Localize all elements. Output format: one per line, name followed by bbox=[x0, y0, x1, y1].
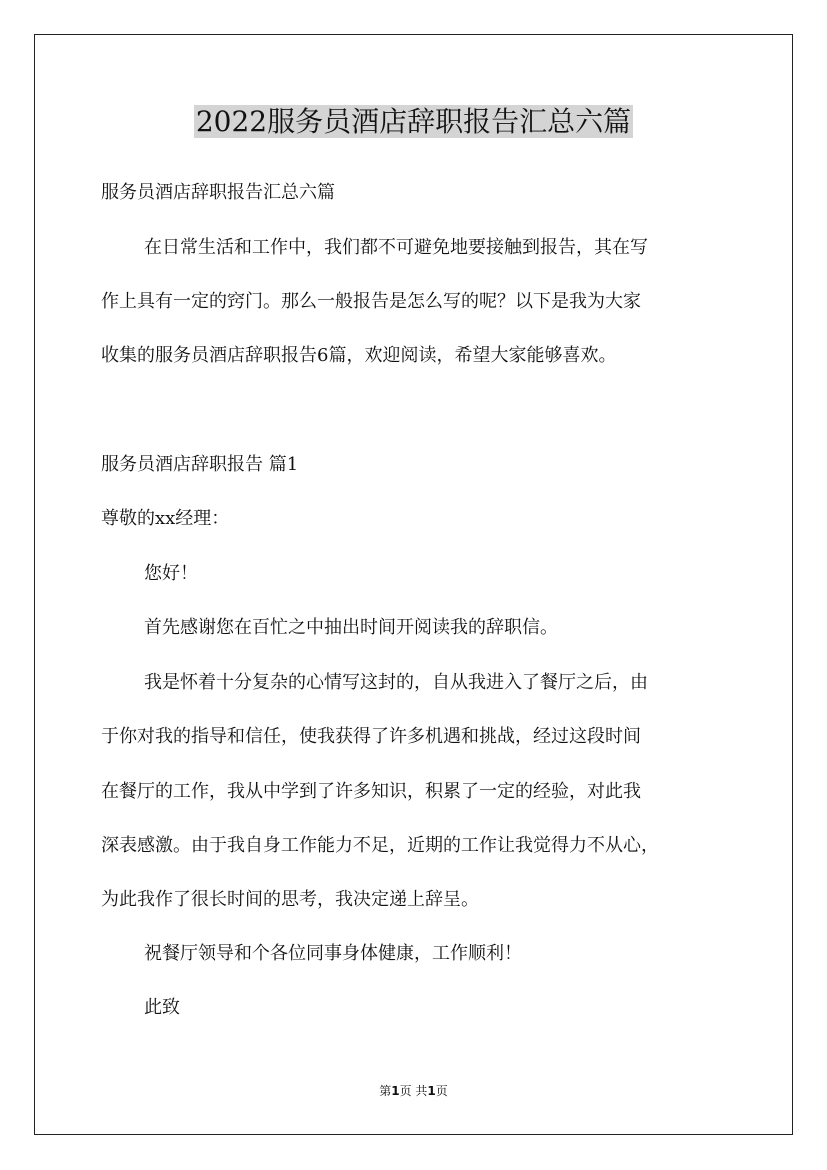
footer-page-current: 1 bbox=[391, 1084, 400, 1098]
intro-line-1: 在日常生活和工作中，我们都不可避免地要接触到报告，其在写 bbox=[144, 237, 648, 258]
paragraph-1: 首先感谢您在百忙之中抽出时间开阅读我的辞职信。 bbox=[144, 617, 558, 638]
paragraph-2-line-1: 我是怀着十分复杂的心情写这封的，自从我进入了餐厅之后，由 bbox=[144, 672, 648, 693]
paragraph-2-line-4: 深表感激。由于我自身工作能力不足，近期的工作让我觉得力不从心， bbox=[101, 835, 659, 856]
footer-page-total: 1 bbox=[427, 1084, 436, 1098]
paragraph-3: 祝餐厅领导和个各位同事身体健康，工作顺利！ bbox=[144, 943, 522, 964]
footer-page-prefix: 第 bbox=[379, 1084, 392, 1098]
document-title bbox=[0, 100, 827, 144]
footer-page-suffix: 页 bbox=[435, 1084, 448, 1098]
document-title-text: 2022服务员酒店辞职报告汇总六篇 bbox=[195, 105, 632, 138]
intro-line-3: 收集的服务员酒店辞职报告6篇，欢迎阅读，希望大家能够喜欢。 bbox=[101, 345, 617, 366]
closing: 此致 bbox=[144, 997, 180, 1018]
paragraph-2-line-5: 为此我作了很长时间的思考，我决定递上辞呈。 bbox=[101, 889, 479, 910]
paragraph-2-line-2: 于你对我的指导和信任，使我获得了许多机遇和挑战，经过这段时间 bbox=[101, 726, 641, 747]
paragraph-2-line-3: 在餐厅的工作，我从中学到了许多知识，积累了一定的经验，对此我 bbox=[101, 781, 641, 802]
intro-line-2: 作上具有一定的窍门。那么一般报告是怎么写的呢？以下是我为大家 bbox=[101, 291, 641, 312]
greeting: 您好！ bbox=[144, 563, 198, 584]
salutation: 尊敬的xx经理： bbox=[101, 508, 230, 529]
page-footer bbox=[0, 1082, 827, 1100]
section-heading: 服务员酒店辞职报告 篇1 bbox=[101, 454, 299, 475]
footer-page-mid: 页 共 bbox=[399, 1084, 428, 1098]
document-subtitle: 服务员酒店辞职报告汇总六篇 bbox=[101, 182, 335, 203]
